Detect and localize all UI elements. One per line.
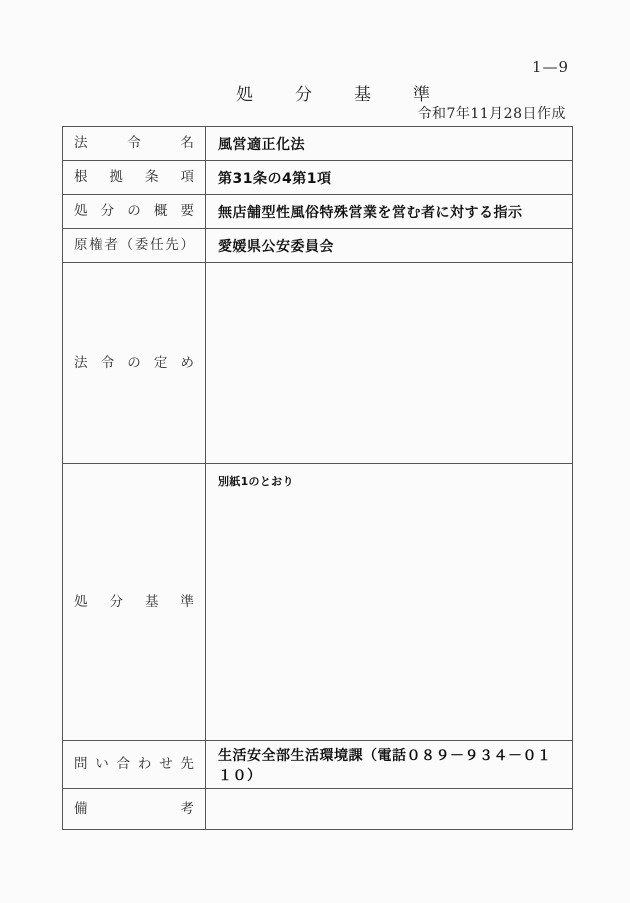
row-value: 第31条の4第1項: [218, 170, 332, 187]
label-cell-original-authority: [63, 229, 206, 263]
table-row-law-name: [63, 127, 573, 161]
row-label: 備考: [74, 800, 194, 817]
label-cell-legal-provisions: [63, 263, 206, 464]
value-cell-contact: [206, 741, 573, 789]
title-row: [0, 80, 630, 105]
value-cell-law-name: [206, 127, 573, 161]
table-row-basis-article: [63, 161, 573, 195]
row-label: 法令名: [74, 135, 194, 152]
page-number: 1—9: [532, 58, 570, 76]
row-label: 処分基準: [74, 593, 194, 610]
value-cell-legal-provisions: [206, 263, 573, 464]
row-label: 法令の定め: [74, 354, 194, 371]
value-cell-original-authority: [206, 229, 573, 263]
table-row-disposition-summary: [63, 195, 573, 229]
row-value: 愛媛県公安委員会: [218, 238, 334, 255]
page-title: 処分基準: [236, 85, 472, 105]
value-cell-basis-article: [206, 161, 573, 195]
row-label: 根拠条項: [74, 169, 194, 186]
row-value: 生活安全部生活環境課（電話０８９－９３４－０１１０）: [218, 747, 552, 784]
disposition-standards-table: [62, 126, 573, 830]
table-row-legal-provisions: [63, 263, 573, 464]
value-cell-remarks: [206, 789, 573, 830]
table-row-remarks: [63, 789, 573, 830]
creation-date: 令和7年11月28日作成: [417, 106, 566, 122]
value-cell-disposition-criteria: [206, 464, 573, 741]
row-value: 別紙1のとおり: [218, 475, 294, 488]
label-cell-disposition-summary: [63, 195, 206, 229]
value-cell-disposition-summary: [206, 195, 573, 229]
row-label: 原権者（委任先）: [74, 237, 194, 254]
label-cell-contact: [63, 741, 206, 789]
label-cell-disposition-criteria: [63, 464, 206, 741]
table-row-contact: [63, 741, 573, 789]
table-row-original-authority: [63, 229, 573, 263]
label-cell-basis-article: [63, 161, 206, 195]
row-label: 処分の概要: [74, 203, 194, 220]
row-label: 問い合わせ先: [74, 756, 194, 773]
label-cell-law-name: [63, 127, 206, 161]
row-value: 無店舗型性風俗特殊営業を営む者に対する指示: [218, 204, 523, 221]
row-value: 風営適正化法: [218, 136, 305, 153]
table-row-disposition-criteria: [63, 464, 573, 741]
label-cell-remarks: [63, 789, 206, 830]
